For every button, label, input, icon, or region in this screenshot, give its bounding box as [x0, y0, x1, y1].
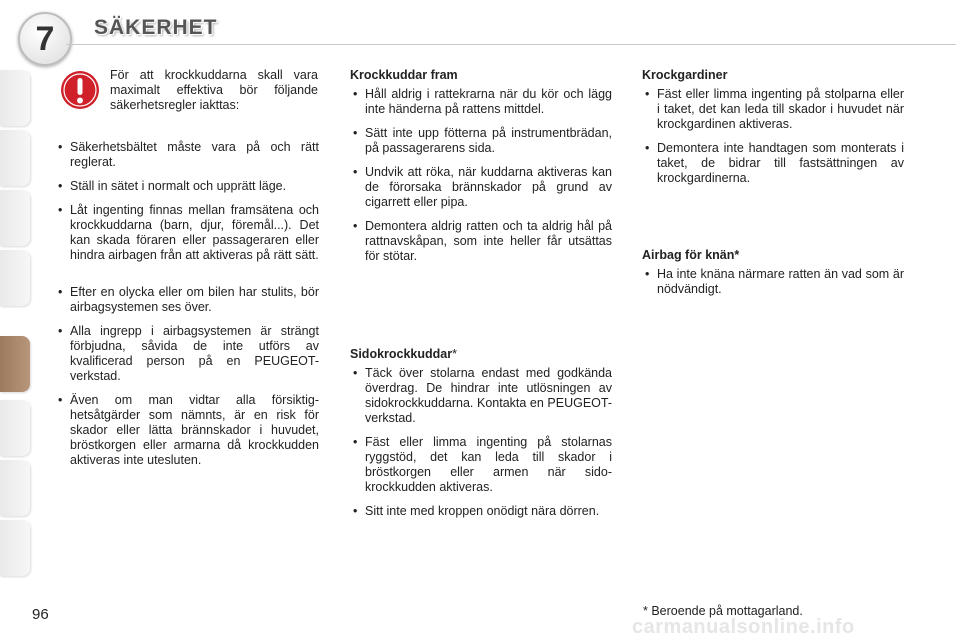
list-item: • Fäst eller limma ingenting på stolarnas ryggstöd, det kan leda till skador i bröstkorgen eller armen när sidokrockkudden aktiveras. [350, 435, 612, 495]
chapter-tabs [0, 0, 34, 640]
chapter-tab[interactable] [0, 400, 30, 456]
list-item: • Ställ in sätet i normalt och upprätt läge. [55, 179, 319, 194]
watermark: carmanualsonline.info [632, 616, 855, 638]
chapter-number-badge: 7 [18, 12, 72, 66]
chapter-tab[interactable] [0, 190, 30, 246]
knee-airbag-heading: Airbag för knän* [642, 248, 740, 262]
maintenance-rules-list [55, 285, 319, 468]
list-item: • Sätt inte upp fötterna på instrumentbrädan, på passagerarens sida. [350, 126, 612, 156]
chapter-tab-active[interactable] [0, 336, 30, 392]
column-middle [350, 68, 612, 273]
side-airbags-heading: Sidokrockkuddar* [350, 347, 457, 361]
list-item: • Täck över stolarna endast med godkända överdrag. De hindrar inte utlösningen av sidokrockkuddarna. Kontakta en PEUGEOT-verkstad. [350, 366, 612, 426]
chapter-tab[interactable] [0, 520, 30, 576]
list-item: • Säkerhetsbältet måste vara på och rätt reglerat. [55, 140, 319, 170]
front-airbags-heading: Krockkuddar fram [350, 68, 458, 82]
column-right [642, 68, 904, 195]
list-item: • Låt ingenting finnas mellan framsätena och krockkuddarna (barn, djur, föremål...). Det kan skada föraren eller passageraren eller hindra airbagen från att aktiveras på rätt sätt. [55, 203, 319, 263]
column-left [55, 140, 319, 477]
list-item: • Efter en olycka eller om bilen har stulits, bör airbagsystemen ses över. [55, 285, 319, 315]
safety-rules-list [55, 140, 319, 263]
list-item: • Alla ingrepp i airbagsystemen är strängt förbjudna, såvida de inte utförs av kvalificerad person på en PEUGEOT-verkstad. [55, 324, 319, 384]
list-item: • Undvik att röka, när kuddarna aktiveras kan de förorsaka brännskador på grund av cigarrett eller pipa. [350, 165, 612, 210]
curtain-airbags-list [642, 87, 904, 186]
list-item: • Fäst eller limma ingenting på stolparna eller i taket, det kan leda till skador i huvudet när krockgardinen aktiveras. [642, 87, 904, 132]
chapter-tab[interactable] [0, 460, 30, 516]
list-item: • Demontera aldrig ratten och ta aldrig hål på rattnavskåpan, som inte heller får utsättas för stötar. [350, 219, 612, 264]
exclamation-warning-icon [60, 70, 100, 110]
list-item: • Håll aldrig i rattekrarna när du kör och lägg inte händerna på rattens mittdel. [350, 87, 612, 117]
list-item: • Sitt inte med kroppen onödigt nära dörren. [350, 504, 612, 519]
column-right-lower [642, 248, 904, 306]
list-item: • Ha inte knäna närmare ratten än vad som är nödvändigt. [642, 267, 904, 297]
side-airbags-list [350, 366, 612, 519]
chapter-tab[interactable] [0, 250, 30, 306]
footnote: * Beroende på mottagarland. [643, 604, 803, 618]
page-title: SÄKERHET [94, 16, 218, 39]
chapter-tab[interactable] [0, 70, 30, 126]
page-number: 96 [32, 606, 49, 623]
intro-text: För att krockkuddarna skall vara maximalt effektiva bör följande säkerhetsregler iakttas: [110, 68, 318, 112]
list-item: • Även om man vidtar alla försiktighetsåtgärder som nämnts, är en risk för skador eller lätta brännskador i huvudet, bröstkorgen eller armarna då krockkudden aktiveras inte utesluten. [55, 393, 319, 468]
list-item: • Demontera inte handtagen som monterats i taket, de bidrar till fastsättningen av krockgardinerna. [642, 141, 904, 186]
chapter-tab[interactable] [0, 130, 30, 186]
header-divider [66, 44, 956, 45]
knee-airbag-list [642, 267, 904, 297]
curtain-airbags-heading: Krockgardiner [642, 68, 728, 82]
column-middle-lower [350, 347, 612, 528]
front-airbags-list [350, 87, 612, 264]
